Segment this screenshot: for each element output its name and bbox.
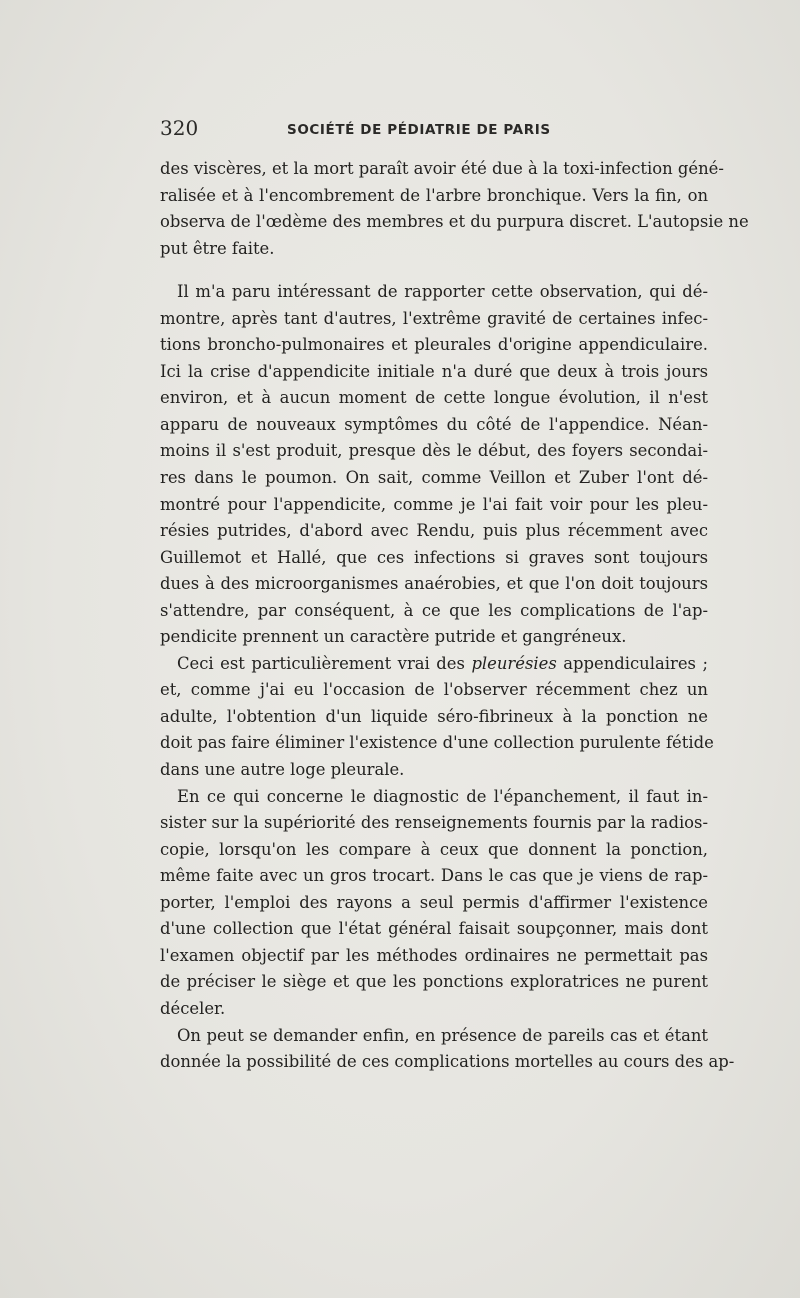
text-line: l'examen objectif par les méthodes ordinaires ne permettait pas: [160, 945, 708, 965]
paragraph-gap: [160, 262, 708, 279]
text-line: résies putrides, d'abord avec Rendu, puis plus récemment avec: [160, 521, 708, 541]
text-line: put être faite.: [160, 238, 275, 258]
text-line: dues à des microorganismes anaérobies, et que l'on doit toujours: [160, 574, 708, 594]
text-line: des viscères, et la mort paraît avoir été due à la toxi-infection géné-: [160, 159, 724, 178]
text-line: Ici la crise d'appendicite initiale n'a duré que deux à trois jours: [160, 361, 708, 381]
page-header: [160, 116, 710, 146]
text-line: adulte, l'obtention d'un liquide séro-fibrineux à la ponction ne: [160, 706, 708, 726]
text-line: porter, l'emploi des rayons a seul permis d'affirmer l'existence: [160, 892, 708, 912]
text-line: On peut se demander enfin, en présence de pareils cas et étant: [177, 1025, 708, 1045]
text-line: montre, après tant d'autres, l'extrême gravité de certaines infec-: [160, 308, 708, 328]
text-line: dans une autre loge pleurale.: [160, 760, 405, 780]
text-line: s'attendre, par conséquent, à ce que les complications de l'ap-: [160, 600, 708, 620]
text-line: En ce qui concerne le diagnostic de l'épanchement, il faut in-: [177, 786, 708, 806]
text-line: montré pour l'appendicite, comme je l'ai fait voir pour les pleu-: [160, 494, 708, 514]
text-line: apparu de nouveaux symptômes du côté de l'appendice. Néan-: [160, 414, 708, 434]
text-line: res dans le poumon. On sait, comme Veillon et Zuber l'ont dé-: [160, 468, 708, 488]
text-run: appendiculaires ;: [556, 653, 708, 673]
page-number: 320: [160, 116, 199, 140]
text-line: ralisée et à l'encombrement de l'arbre bronchique. Vers la fin, on: [160, 185, 708, 205]
text-line: déceler.: [160, 998, 226, 1018]
text-line: Il m'a paru intéressant de rapporter cette observation, qui dé-: [177, 282, 708, 302]
text-line: sister sur la supériorité des renseignements fournis par la radios-: [160, 813, 708, 833]
text-line: de préciser le siège et que les ponctions exploratrices ne purent: [160, 972, 708, 992]
body-text: [160, 156, 749, 1076]
text-line: même faite avec un gros trocart. Dans le cas que je viens de rap-: [160, 866, 708, 886]
text-line: d'une collection que l'état général faisait soupçonner, mais dont: [160, 919, 708, 939]
text-line: moins il s'est produit, presque dès le début, des foyers secondai-: [160, 441, 708, 461]
text-run: Ceci est particulièrement vrai des: [177, 653, 472, 673]
text-line: et, comme j'ai eu l'occasion de l'observer récemment chez un: [160, 680, 708, 700]
text-line: tions broncho-pulmonaires et pleurales d'origine appendiculaire.: [160, 335, 708, 355]
running-title: SOCIÉTÉ DE PÉDIATRIE DE PARIS: [287, 122, 551, 138]
text-line: pendicite prennent un caractère putride et gangréneux.: [160, 627, 627, 647]
text-line: donnée la possibilité de ces complications mortelles au cours des ap-: [160, 1052, 735, 1072]
italic-term: pleurésies: [471, 653, 557, 673]
text-line: observa de l'œdème des membres et du purpura discret. L'autopsie ne: [160, 212, 749, 232]
text-line: environ, et à aucun moment de cette longue évolution, il n'est: [160, 388, 708, 408]
text-line: [160, 651, 708, 678]
text-line: doit pas faire éliminer l'existence d'une collection purulente fétide: [160, 733, 714, 753]
text-line: copie, lorsqu'on les compare à ceux que donnent la ponction,: [160, 839, 708, 859]
text-line: Guillemot et Hallé, que ces infections si graves sont toujours: [160, 547, 708, 567]
